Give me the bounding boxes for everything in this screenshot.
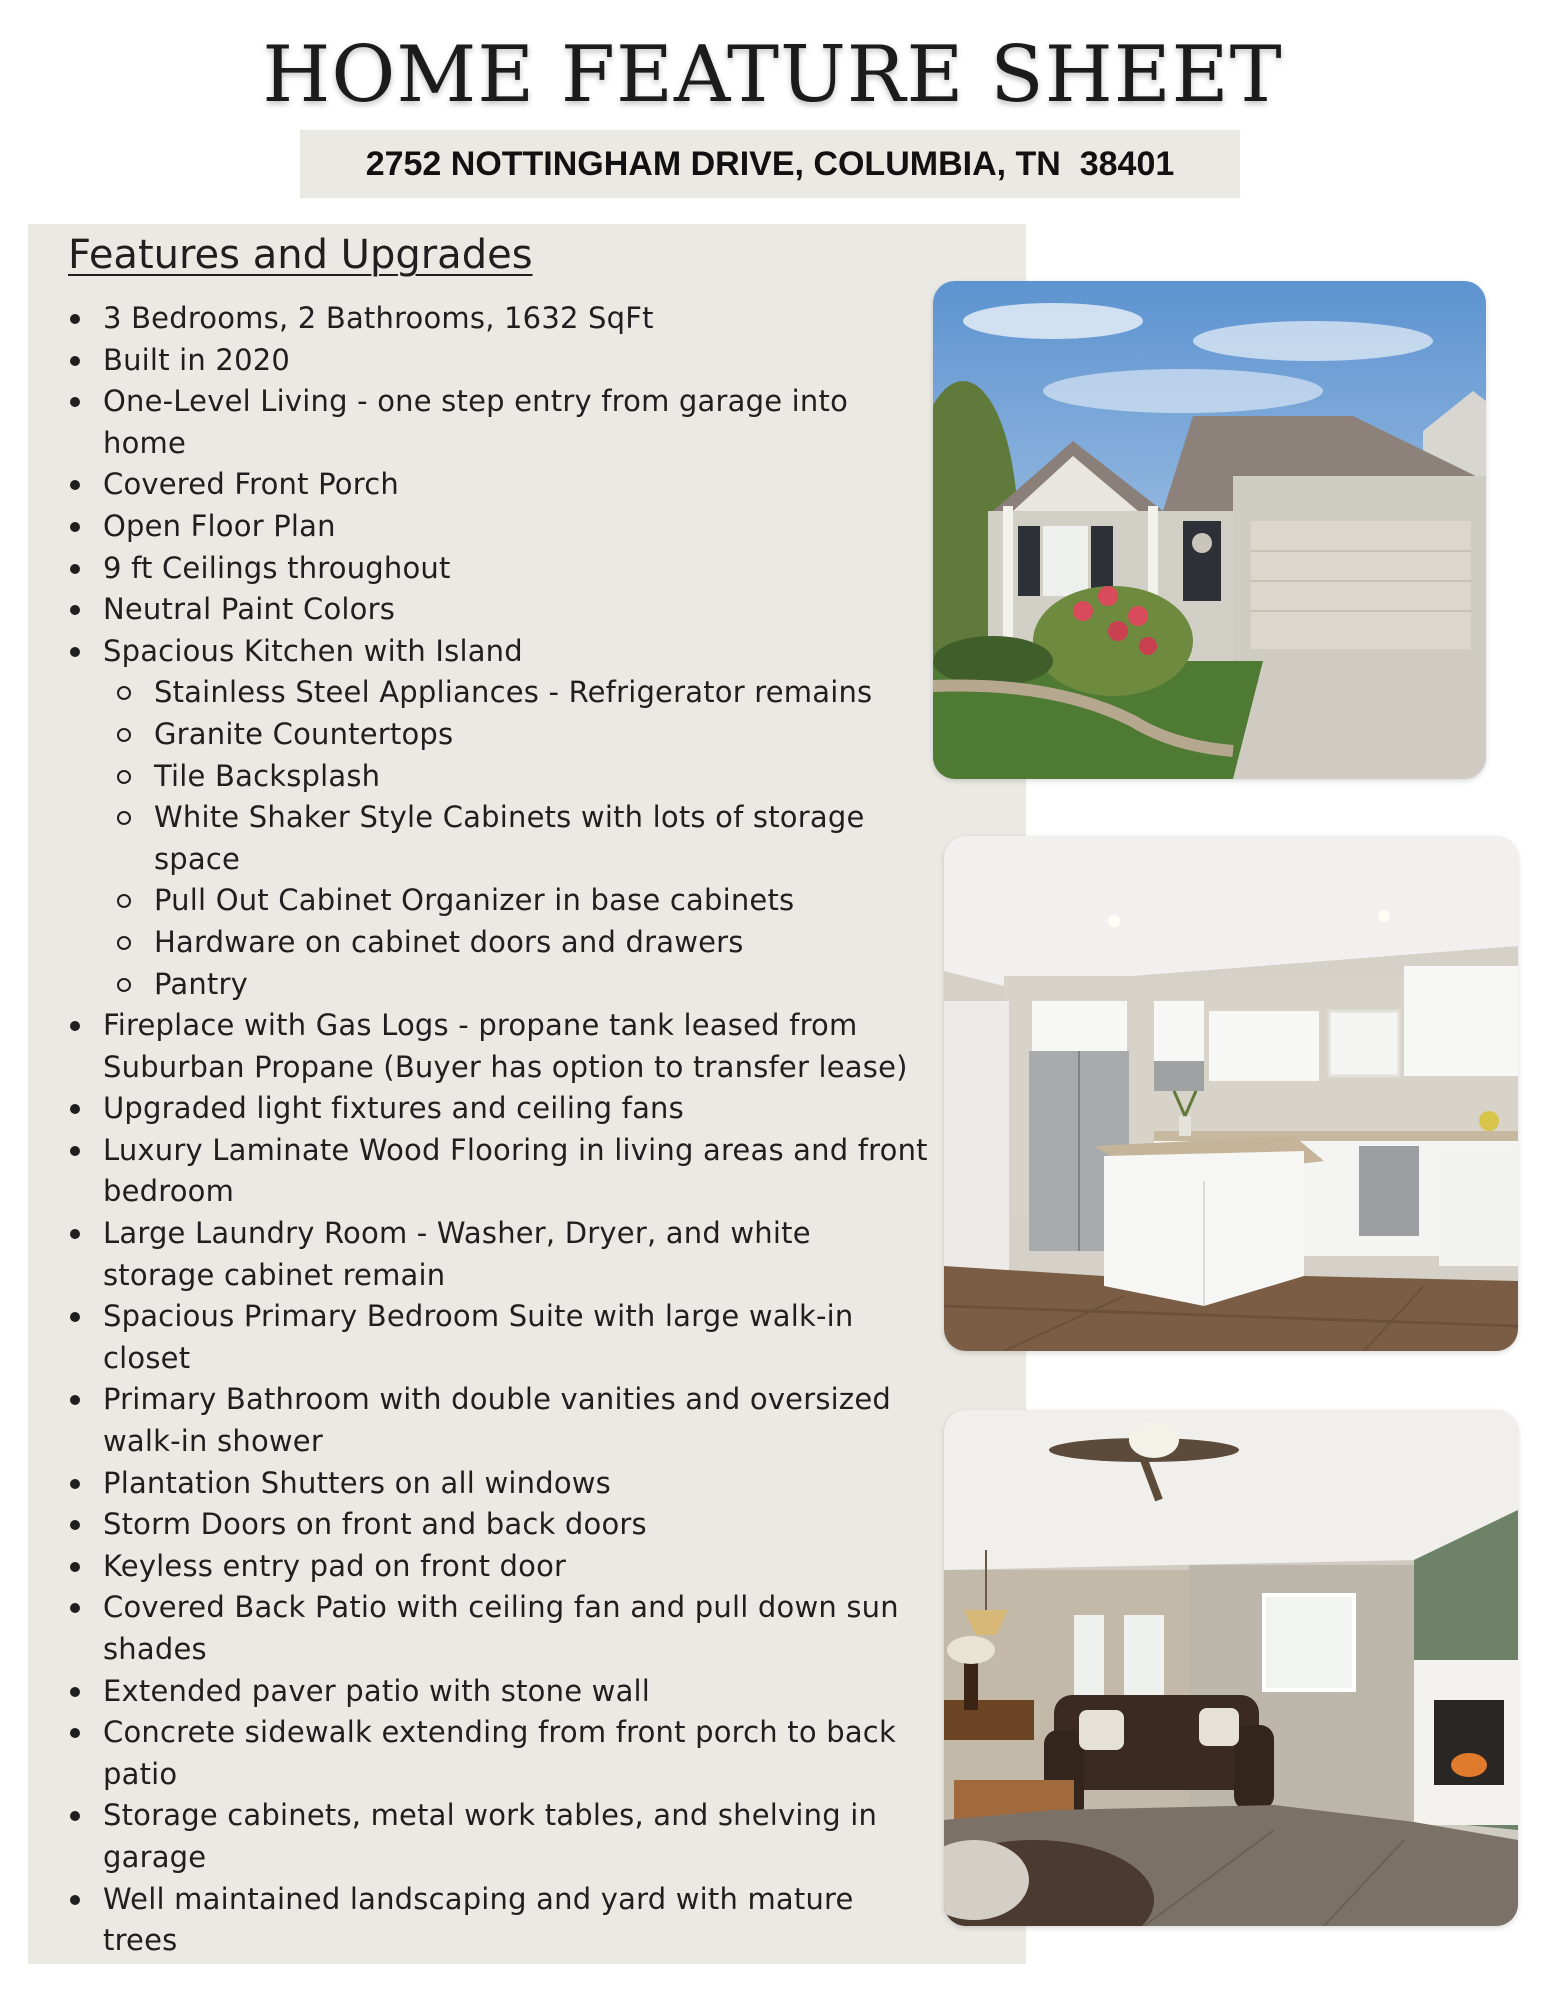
feature-item: Extended paver patio with stone wall — [68, 1671, 928, 1713]
living-room-photo — [944, 1410, 1518, 1926]
feature-subitem: Granite Countertops — [68, 714, 928, 756]
feature-subitem: Hardware on cabinet doors and drawers — [68, 922, 928, 964]
page-title: HOME FEATURE SHEET — [262, 30, 1283, 120]
feature-item: Primary Bathroom with double vanities and oversized walk-in shower — [68, 1379, 928, 1462]
address-banner: 2752 NOTTINGHAM DRIVE, COLUMBIA, TN 38401 — [300, 130, 1240, 198]
feature-item: Covered Back Patio with ceiling fan and pull down sun shades — [68, 1587, 928, 1670]
feature-subitem: White Shaker Style Cabinets with lots of storage space — [68, 797, 928, 880]
exterior-photo — [933, 281, 1486, 779]
feature-subitem: Pantry — [68, 964, 928, 1006]
feature-item: One-Level Living - one step entry from garage into home — [68, 381, 928, 464]
feature-item: Well maintained landscaping and yard with mature trees — [68, 1879, 928, 1962]
feature-item: Large Laundry Room - Washer, Dryer, and white storage cabinet remain — [68, 1213, 928, 1296]
feature-item: Storm Doors on front and back doors — [68, 1504, 928, 1546]
feature-subitem: Tile Backsplash — [68, 756, 928, 798]
feature-item: Spacious Primary Bedroom Suite with large walk-in closet — [68, 1296, 928, 1379]
kitchen-photo — [944, 836, 1518, 1351]
feature-item: Covered Front Porch — [68, 464, 928, 506]
feature-item: 9 ft Ceilings throughout — [68, 548, 928, 590]
feature-subitem: Pull Out Cabinet Organizer in base cabinets — [68, 880, 928, 922]
feature-subitem: Stainless Steel Appliances - Refrigerator remains — [68, 672, 928, 714]
feature-item: Keyless entry pad on front door — [68, 1546, 928, 1588]
feature-item: 3 Bedrooms, 2 Bathrooms, 1632 SqFt — [68, 298, 928, 340]
feature-item: Built in 2020 — [68, 340, 928, 382]
feature-item: Luxury Laminate Wood Flooring in living areas and front bedroom — [68, 1130, 928, 1213]
feature-item: Open Floor Plan — [68, 506, 928, 548]
feature-item: Spacious Kitchen with Island — [68, 631, 928, 673]
feature-item: Neutral Paint Colors — [68, 589, 928, 631]
feature-item: Concrete sidewalk extending from front porch to back patio — [68, 1712, 928, 1795]
features-list — [68, 298, 928, 1962]
feature-item: Upgraded light fixtures and ceiling fans — [68, 1088, 928, 1130]
feature-item: Storage cabinets, metal work tables, and shelving in garage — [68, 1795, 928, 1878]
feature-item: Fireplace with Gas Logs - propane tank leased from Suburban Propane (Buyer has option to transfer lease) — [68, 1005, 928, 1088]
feature-item: Plantation Shutters on all windows — [68, 1463, 928, 1505]
features-heading: Features and Upgrades — [68, 232, 533, 278]
